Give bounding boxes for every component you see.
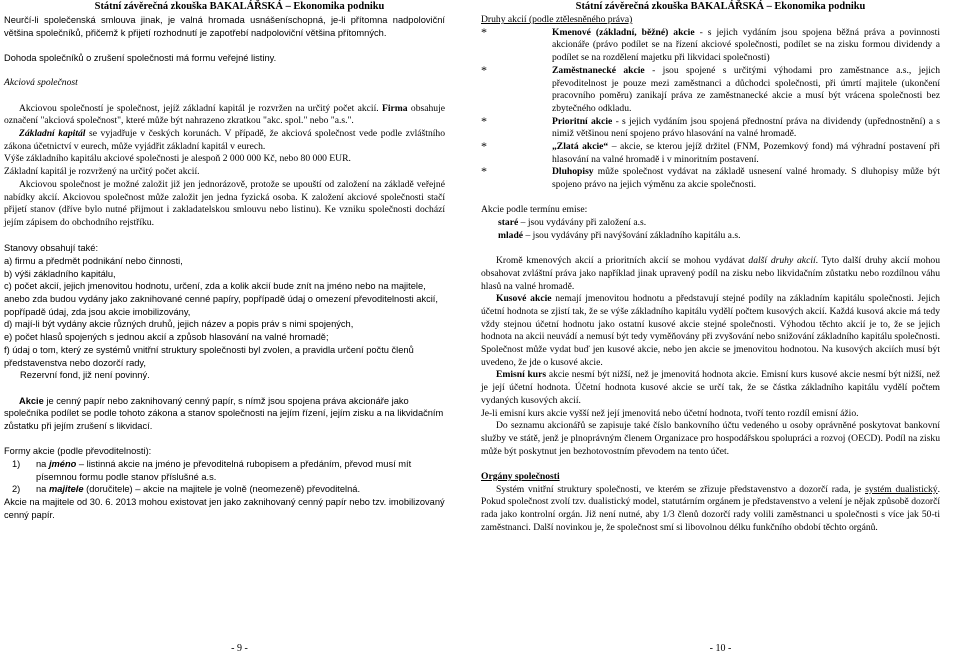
list-item: b) výši základního kapitálu, (4, 268, 116, 279)
paragraph: Základní kapitál je rozvržený na určitý počet akcií. (4, 166, 200, 178)
list-item (4, 483, 445, 496)
paragraph: Je-li emisní kurs akcie vyšší než její jmenovitá nebo účetní hodnota, tvoří tento rozdíl emisní ážio. (481, 407, 859, 419)
list-intro: Stanovy obsahují také: (4, 243, 99, 254)
text: . Tyto další druhy akcií mohou obsahovat zvláštní práva jako například jinak upravený podíl na zisku nebo likvidačním zůstatku nebo rozdílnou váhu hlasů na valné hromadě. (481, 255, 940, 292)
section-title: Orgány společnosti (481, 470, 560, 482)
text: může společnost vydávat na základě usnesení valné hromady. S dluhopisy může být spojeno právo na jejich výměnu za akcie společnosti. (552, 166, 940, 191)
paragraph: Do seznamu akcionářů se zapisuje také číslo bankovního účtu vedeného u osoby oprávněné poskytovat bankovní služby ve státě, jenž je plnoprávným členem Organizace pro hospodářskou spolupráci a rozvoj (OECD). Podíl na zisku může být poskytnut jen bezhotovostním převodem na tento účet. (481, 420, 940, 457)
left-column (4, 14, 445, 521)
text: – listinná akcie na jméno je převoditelná rubopisem a předáním, převod musí mít písemnou formu podle stanov příslušné a.s. (36, 458, 412, 482)
text: akcie nesmí být nižší, než je jmenovitá hodnota akcie. Emisní kurs kusové akcie nesmí být nižší, než je její účetní hodnota. Účetní hodnota kusové akcie se určí tak, že se částka základního kapitálu vydělí počtem vydaných kusových akcií. (481, 369, 940, 406)
list-item: d) mají-li být vydány akcie různých druhů, jejich název a popis práv s nimi spojených, (4, 319, 354, 330)
list-item: c) počet akcií, jejich jmenovitou hodnotu, určení, zda a kolik akcií bude znít na jméno nebo na majitele, anebo zda budou vydány jako zaknihované cenné papíry, popřípadě údaj o omezení převoditelnosti akcií, popřípadě údaj, zda jsou akcie imobilizovány, (4, 281, 438, 317)
page-header: Státní závěrečná zkouška BAKALÁŘSKÁ – Ekonomika podniku (94, 1, 385, 12)
paragraph (481, 293, 940, 369)
list-item (481, 164, 940, 191)
asterisk-icon: * (481, 62, 487, 77)
asterisk-icon: * (481, 113, 487, 128)
list-item (481, 62, 940, 116)
text-bold: Kmenové (základní, běžné) akcie (552, 26, 695, 38)
asterisk-icon: * (481, 139, 487, 154)
list-item (481, 113, 940, 141)
paragraph (4, 103, 445, 128)
text: obsahuje označení "akciová společnost", které může být nahrazeno zkratkou "akc. spol." nebo "a.s.". (4, 102, 445, 127)
list-item (498, 230, 940, 243)
text: – akcie, se kterou jejíž držitel (FNM, Pozemkový fond) má výhradní postavení při hlasování na valné hromadě i v minoritním postavení. (552, 141, 940, 165)
list-intro: Akcie podle termínu emise: (481, 204, 588, 216)
right-page (481, 0, 960, 657)
text-bold: majitele (48, 484, 84, 495)
list-item: f) údaj o tom, který ze systémů vnitřní struktury společnosti byl zvolen, a pravidla určení počtu členů představenstva nebo dozorčí rady, (4, 344, 414, 368)
left-page (0, 0, 479, 657)
asterisk-icon: * (481, 24, 487, 39)
page-header: Státní závěrečná zkouška BAKALÁŘSKÁ – Ekonomika podniku (575, 1, 866, 12)
paragraph: Akcie na majitele od 30. 6. 2013 mohou existovat jen jako zaknihovaný cenný papír nebo tzv. imobilizovaný cenný papír. (4, 497, 445, 520)
paragraph (4, 395, 445, 433)
paragraph (481, 369, 940, 407)
text-bold: Dluhopisy (552, 166, 594, 178)
asterisk-icon: * (481, 164, 487, 179)
text: Kromě kmenových akcií a prioritních akcií se mohou vydávat (496, 255, 749, 267)
paragraph (481, 484, 940, 535)
text-bold: Prioritní akcie (552, 115, 613, 127)
body-text (481, 255, 940, 534)
page-number: - 9 - (231, 643, 248, 655)
text: (doručitele) – akcie na majitele je volně (neomezeně) převoditelná. (83, 484, 361, 495)
paragraph (4, 128, 445, 153)
list-intro: Formy akcie (podle převoditelnosti): (4, 446, 152, 457)
text: nemají jmenovitou hodnotu a představují stejné podíly na základním kapitálu společnosti. Jejich účetní hodnota se zjistí tak, že se výše základního kapitálu vydělí počtem kusových akcií. Každá kusová akcie má tedy vždy stejnou účetní hodnotu jako ostatní kusové akcie stejné společnosti. Výhodou těchto akcií je to, že se jejich hodnota na akcii neuvádí a nemusí být tedy vyměňovány při zvyšování nebo snižování základního kapitálu společnosti. Společnost může vydat buď jen kusové akcie, nebo jen akcie se jmenovitou hodnotou. Na kusových akciích musí být uvedeno, že jde o kusové akcie. (481, 293, 940, 368)
paragraph: Neurčí-li společenská smlouva jinak, je valná hromada usnášeníschopná, je-li přítomna nadpoloviční většina společníků, přičemž k přijetí rozhodnutí je zapotřebí nadpoloviční většina přítomných. (4, 15, 445, 38)
text: – jsou vydávány při založení a.s. (518, 217, 647, 229)
page-number: - 10 - (709, 643, 732, 655)
section-title: Akciová společnost (4, 77, 78, 89)
text: - s jejich vydáním jsou spojena běžná práva a povinnosti akcionáře (právo podílet se na řízení akciové společnosti, podílet se na zisku formou dividendy a podílet se na rozdělení majetku při likvidaci společnosti) (552, 26, 940, 64)
section-title: Druhy akcií (podle ztělesněného práva) (481, 14, 633, 25)
text: Akciovou společností je společnost, jejíž základní kapitál je rozvržen na určitý počet akcií. (19, 102, 379, 114)
text-bold: mladé (498, 229, 524, 241)
text-bold: Firma (381, 102, 408, 114)
list-item (481, 24, 940, 65)
text: - jsou spojené s určitými výhodami pro zaměstnance a.s., jejich převoditelnost je pouze mezi zaměstnanci a důchodci společnosti, při úmrtí majitele (ukončení pracovního poměru) zanikají práva ze zaměstnanecké akcie a musí být vrácena společnosti bez zbytečného odkladu. (552, 64, 940, 114)
text: Systém vnitřní struktury společnosti, ve kterém se zřizuje představenstvo a dozorčí rada, je (496, 483, 866, 495)
text: - s jejich vydáním jsou spojená přednostní práva na dividendy (upřednostnění) a s nimiž většinou není spojeno právo hlasování na valné hromadě. (552, 115, 940, 140)
text: na (36, 458, 49, 469)
text-bold: Kusové akcie (496, 293, 552, 305)
text-bold: staré (498, 217, 519, 229)
list-item: a) firmu a předmět podnikání nebo činnosti, (4, 255, 183, 266)
text: . Pokud společnost zvolí tzv. dualistický model, statutárním orgánem je představenstvo a velení je nějak způsobě dozorčí rada jako kontrolní orgán. Již není nutné, aby 1/3 členů dozorčí rady volili zaměstnanci u společnosti s více jak 50-ti zaměstnanci. Další novinkou je, že společnost smí si libovolnou délku funkčního období těchto orgánů. (481, 483, 940, 533)
text: na (36, 484, 49, 495)
text-bold: Emisní kurs (496, 369, 547, 381)
list-item (481, 139, 940, 166)
stanovy-list (4, 255, 445, 382)
text: – jsou vydávány při navýšování základního kapitálu a.s. (523, 229, 741, 241)
paragraph: Výše základního kapitálu akciové společnosti je alespoň 2 000 000 Kč, nebo 80 000 EUR. (4, 153, 351, 165)
text-underline: systém dualistický (865, 483, 938, 495)
list-item (4, 458, 445, 483)
paragraph (481, 255, 940, 293)
text: se vyjadřuje v českých korunách. V případě, že akciová společnost vede podle zvláštního zákona účetnictví v eurech, může vyjádřit základní kapitál v eurech. (4, 128, 445, 152)
text-bold: Akcie (19, 395, 44, 406)
list-number: 1) (12, 458, 21, 469)
text: je cenný papír nebo zaknihovaný cenný papír, s nímž jsou spojena práva akcionáře jako společníka podílet se podle tohoto zákona a stanov společnosti na jejím řízení, jejím zisku a na likvidačním zůstatku při jejím zrušení s likvidací. (4, 395, 444, 431)
list-number: 2) (12, 484, 21, 495)
text-bold: jméno (48, 458, 77, 469)
paragraph: Dohoda společníků o zrušení společnosti má formu veřejné listiny. (4, 53, 277, 63)
text-bold: Základní kapitál (19, 128, 86, 139)
list-item: Rezervní fond, již není povinný. (20, 370, 150, 381)
text-italic: další druhy akcií (748, 255, 816, 267)
paragraph: Akciovou společnost je možné založit již jen jednorázově, protože se upouští od založení na základě veřejné nabídky akcií. Akciovou společnost může založit jen jedna fyzická osoba. K založení akciové společnosti stačí přijetí stanov (dříve bylo nutné přijmout i zakladatelskou smlouvu nebo listinu). Ke vzniku společnosti dochází jejím zápisem do obchodního rejstříku. (4, 178, 445, 228)
text-bold: Zaměstnanecké akcie (552, 64, 645, 76)
right-column (481, 14, 940, 535)
list-item: e) počet hlasů spojených s jednou akcií a způsob hlasování na valné hromadě; (4, 332, 329, 343)
text-bold: „Zlatá akcie“ (552, 141, 609, 153)
list-item (498, 217, 940, 230)
